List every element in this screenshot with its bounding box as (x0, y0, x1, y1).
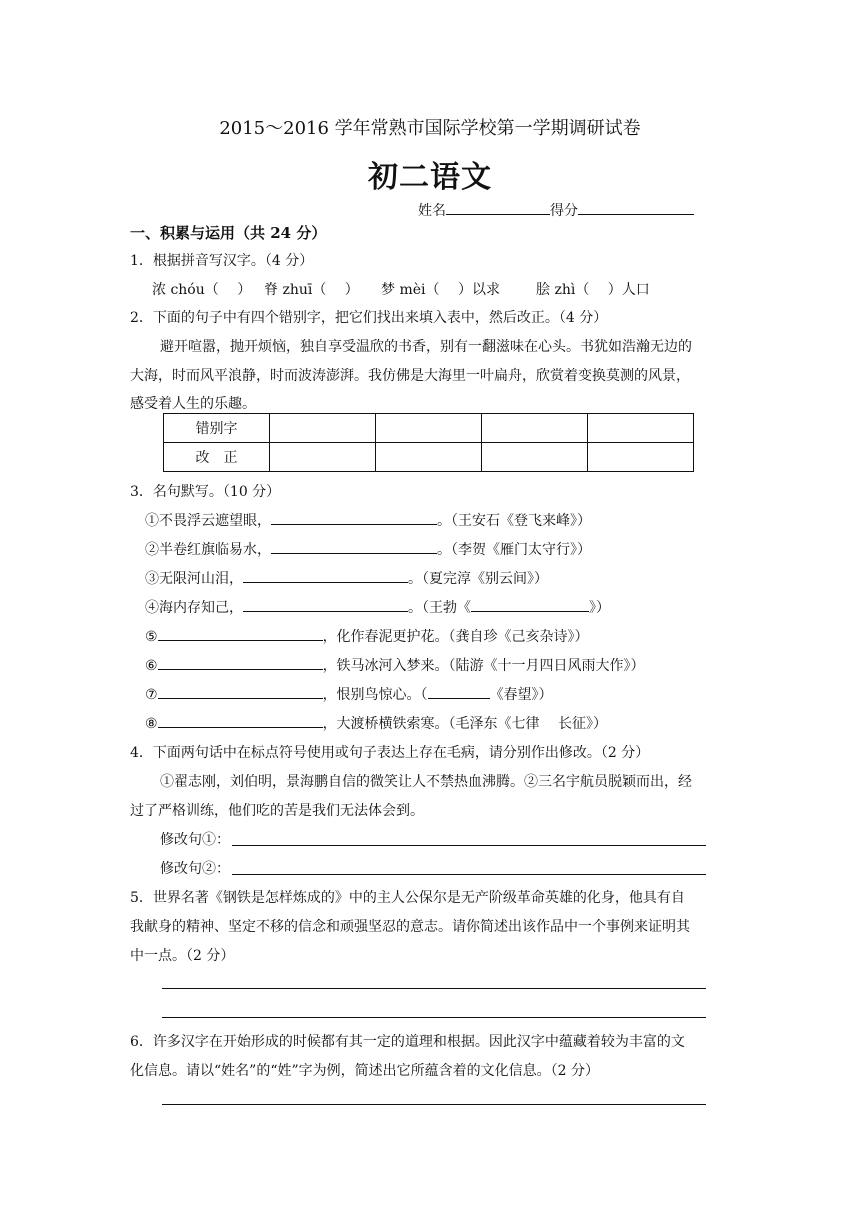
answer-blank[interactable] (158, 655, 323, 670)
answer-blank[interactable] (158, 626, 323, 641)
q3-prompt: 3．名句默写。（10 分） (130, 484, 281, 500)
name-score-row (418, 200, 694, 220)
q4-prompt: 4．下面两句话中在标点符号使用或句子表达上存在毛病，请分别作出修改。（2 分） (130, 745, 650, 761)
answer-blank[interactable] (158, 684, 323, 699)
answer-blank[interactable] (243, 597, 408, 612)
answer-blank[interactable] (158, 713, 323, 728)
poem-line-1: ①不畏浮云遮望眼， 。（王安石《登飞来峰》） (145, 510, 591, 530)
q5-answer-line[interactable] (162, 1017, 706, 1018)
q5-answer-line[interactable] (162, 988, 706, 989)
q4-text-line-2: 过了严格训练，他们吃的苦是我们无法体会到。 (130, 803, 424, 819)
correction-table (163, 413, 694, 472)
section-heading: 一、积累与运用（共 24 分） (130, 224, 327, 242)
poem-line-3: ③无限河山泪， 。（夏完淳《别云间》） (145, 568, 548, 588)
answer-blank[interactable] (243, 568, 408, 583)
q1-item-4: 脍 zhì（ ）人口 (536, 282, 650, 298)
q5-text-line-1: 5．世界名著《钢铁是怎样炼成的》中的主人公保尔是无产阶级革命英雄的化身，他具有自 (130, 890, 685, 906)
table-row (164, 443, 694, 472)
name-label: 姓名 (418, 203, 446, 219)
q1-prompt: 1．根据拼音写汉字。（4 分） (130, 253, 314, 269)
q4-fix-1-label: 修改句①： (160, 832, 230, 848)
answer-blank[interactable] (271, 539, 437, 554)
poem-line-4: ④海内存知己， 。（王勃《 》） (145, 597, 610, 617)
q4-fix-2-label: 修改句②： (160, 861, 230, 877)
table-cell[interactable] (376, 443, 482, 472)
table-cell[interactable] (588, 443, 694, 472)
table-cell[interactable] (588, 414, 694, 443)
poem-line-6: ⑥ ，铁马冰河入梦来。（陆游《十一月四日风雨大作》） (145, 655, 645, 675)
q1-item-2: 脊 zhuī（ ） (264, 282, 359, 298)
q2-text-line-2: 大海，时而风平浪静，时而波涛澎湃。我仿佛是大海里一叶扁舟，欣赏着变换莫测的风景， (130, 368, 690, 384)
q5-text-line-2: 我献身的精神、坚定不移的信念和顽强坚忍的意志。请你简述出该作品中一个事例来证明其 (130, 919, 690, 935)
exam-subtitle: 初二语文 (368, 160, 492, 195)
q6-text-line-2: 化信息。请以“姓名”的“姓”字为例，简述出它所蕴含着的文化信息。（2 分） (130, 1063, 599, 1079)
table-cell[interactable] (270, 443, 376, 472)
table-cell[interactable] (270, 414, 376, 443)
q5-text-line-3: 中一点。（2 分） (130, 948, 235, 964)
q4-fix-2-line[interactable] (232, 874, 706, 875)
table-cell[interactable] (482, 443, 588, 472)
q2-text-line-1: 避开喧嚣，抛开烦恼，独自享受温欣的书香，别有一翻滋味在心头。书犹如浩瀚无边的 (160, 339, 692, 355)
answer-blank[interactable] (271, 510, 437, 525)
score-blank[interactable] (578, 200, 694, 215)
table-header-wrong: 错别字 (164, 414, 270, 443)
poem-line-7: ⑦ ，恨别鸟惊心。（ 《春望》） (145, 684, 553, 704)
q2-text-line-3: 感受着人生的乐趣。 (130, 396, 256, 412)
q4-fix-1-line[interactable] (232, 845, 706, 846)
answer-blank[interactable] (428, 684, 490, 699)
table-header-correct: 改 正 (164, 443, 270, 472)
q6-text-line-1: 6．许多汉字在开始形成的时候都有其一定的道理和根据。因此汉字中蕴藏着较为丰富的文 (130, 1034, 685, 1050)
exam-title: 2015～2016 学年常熟市国际学校第一学期调研试卷 (219, 118, 641, 139)
q1-item-3: 梦 mèi（ ）以求 (381, 282, 500, 298)
table-cell[interactable] (482, 414, 588, 443)
poem-line-8: ⑧ ，大渡桥横铁索寒。（毛泽东《七律 长征》） (145, 713, 607, 733)
table-row (164, 414, 694, 443)
poem-line-2: ②半卷红旗临易水， 。（李贺《雁门太守行》） (145, 539, 591, 559)
name-blank[interactable] (446, 200, 550, 215)
q2-prompt: 2．下面的句子中有四个错别字，把它们找出来填入表中，然后改正。（4 分） (130, 310, 608, 326)
q6-answer-line[interactable] (162, 1104, 706, 1105)
poem-line-5: ⑤ ，化作春泥更护花。（龚自珍《己亥杂诗》） (145, 626, 589, 646)
answer-blank[interactable] (471, 597, 589, 612)
score-label: 得分 (550, 203, 578, 219)
q1-item-1: 浓 chóu（ ） (152, 282, 252, 298)
q4-text-line-1: ①翟志刚，刘伯明，景海鹏自信的微笑让人不禁热血沸腾。②三名宇航员脱颖而出，经 (160, 774, 692, 790)
table-cell[interactable] (376, 414, 482, 443)
